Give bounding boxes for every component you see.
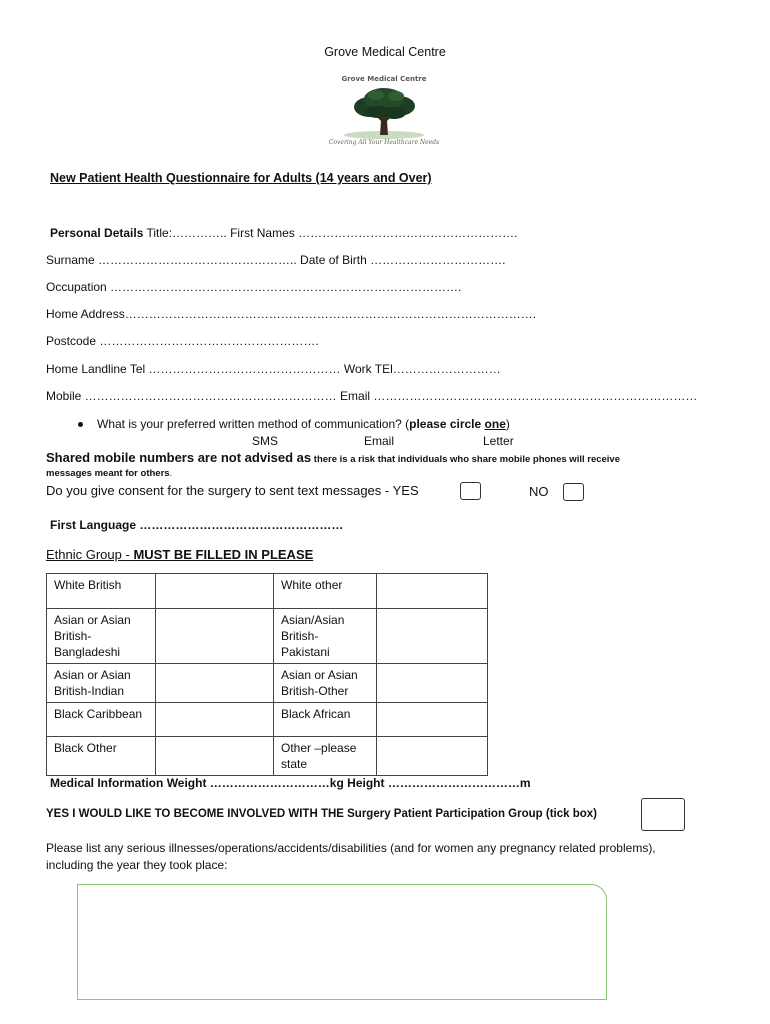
ethnic-answer-cell[interactable] (156, 737, 274, 776)
option-sms[interactable]: SMS (252, 434, 279, 448)
logo-title: Grove Medical Centre (341, 75, 427, 83)
ethnic-option-label: Asian or Asian British-Indian (47, 664, 156, 703)
personal-details-row (50, 226, 517, 240)
shared-mobile-notice: Shared mobile numbers are not advised as there is a risk that individuals who share mobile phones will receive (46, 450, 621, 465)
medical-information-row (50, 776, 531, 790)
tree-icon (318, 83, 450, 141)
date-of-birth-field[interactable]: Date of Birth ……………………………. (300, 253, 506, 267)
ethnic-answer-cell[interactable] (156, 703, 274, 737)
height-field[interactable]: Height ……………………………m (347, 776, 531, 790)
first-language-field[interactable]: First Language …………………………………………… (50, 518, 344, 532)
mobile-email-row (46, 389, 697, 403)
option-letter[interactable]: Letter (483, 434, 514, 448)
title-field[interactable]: Title:………….. (146, 226, 227, 240)
form-title: New Patient Health Questionnaire for Adults (14 years and Over) (50, 171, 432, 185)
consent-no-checkbox[interactable] (563, 483, 584, 501)
option-email[interactable]: Email (364, 434, 395, 448)
table-row (47, 664, 488, 703)
surname-row (46, 253, 505, 267)
logo-tagline: Covering All Your Healthcare Needs (328, 139, 440, 146)
ethnic-option-label: Black African (274, 703, 377, 737)
personal-details-label: Personal Details (50, 226, 144, 240)
bullet-icon (78, 422, 83, 427)
ethnic-answer-cell[interactable] (156, 664, 274, 703)
ethnic-option-label: Other –please state (274, 737, 377, 776)
first-names-field[interactable]: First Names ………………………………………………. (230, 226, 518, 240)
ppg-tick-box[interactable] (641, 798, 685, 831)
ethnic-answer-cell[interactable] (377, 574, 488, 609)
consent-no-label: NO (529, 484, 549, 499)
medical-information-label: Medical Information (50, 776, 164, 790)
home-landline-field[interactable]: Home Landline Tel ………………………………………… (46, 362, 341, 376)
ethnic-option-label: Asian/Asian British- Pakistani (274, 609, 377, 664)
shared-mobile-notice-line2: messages meant for others. (46, 468, 173, 479)
ethnic-option-label: Black Caribbean (47, 703, 156, 737)
illnesses-answer-box[interactable] (77, 884, 607, 1000)
ethnic-option-label: White British (47, 574, 156, 609)
ethnic-answer-cell[interactable] (377, 703, 488, 737)
ethnic-group-table (46, 573, 488, 776)
mobile-field[interactable]: Mobile ……………………………………………………… (46, 389, 337, 403)
table-row (47, 574, 488, 609)
surname-field[interactable]: Surname ………………………………………….. (46, 253, 297, 267)
home-address-field[interactable]: Home Address…………………………………………………………………………………………. (46, 307, 537, 321)
text-consent-question: Do you give consent for the surgery to sent text messages - YES (46, 483, 419, 498)
postcode-field[interactable]: Postcode ………………………………………………. (46, 334, 319, 348)
ethnic-answer-cell[interactable] (377, 737, 488, 776)
consent-yes-checkbox[interactable] (460, 482, 481, 500)
ethnic-option-label: Black Other (47, 737, 156, 776)
ethnic-option-label: Asian or Asian British-Other (274, 664, 377, 703)
ethnic-option-label: Asian or Asian British- Bangladeshi (47, 609, 156, 664)
ppg-statement: YES I WOULD LIKE TO BECOME INVOLVED WITH THE Surgery Patient Participation Group (tick box) (46, 808, 597, 820)
email-field[interactable]: Email ……………………………………………………………………… (340, 389, 698, 403)
work-tel-field[interactable]: Work TEl……………………… (343, 362, 501, 376)
ethnic-answer-cell[interactable] (156, 574, 274, 609)
ethnic-answer-cell[interactable] (377, 609, 488, 664)
occupation-field[interactable]: Occupation ……………………………………………………………………………. (46, 280, 462, 294)
practice-name: Grove Medical Centre (324, 45, 446, 59)
telephone-row (46, 362, 501, 376)
ethnic-group-heading: Ethnic Group - MUST BE FILLED IN PLEASE (46, 547, 314, 562)
practice-logo (318, 73, 450, 149)
communication-question: What is your preferred written method of communication? (please circle one) (97, 417, 510, 431)
ethnic-answer-cell[interactable] (156, 609, 274, 664)
weight-field[interactable]: Weight …………………………kg (166, 776, 344, 790)
illnesses-instruction-line1: Please list any serious illnesses/operations/accidents/disabilities (and for women any pregnancy related problems), (46, 841, 656, 855)
ethnic-option-label: White other (274, 574, 377, 609)
illnesses-instruction-line2: including the year they took place: (46, 858, 228, 872)
table-row (47, 703, 488, 737)
ethnic-answer-cell[interactable] (377, 664, 488, 703)
table-row (47, 737, 488, 776)
table-row (47, 609, 488, 664)
